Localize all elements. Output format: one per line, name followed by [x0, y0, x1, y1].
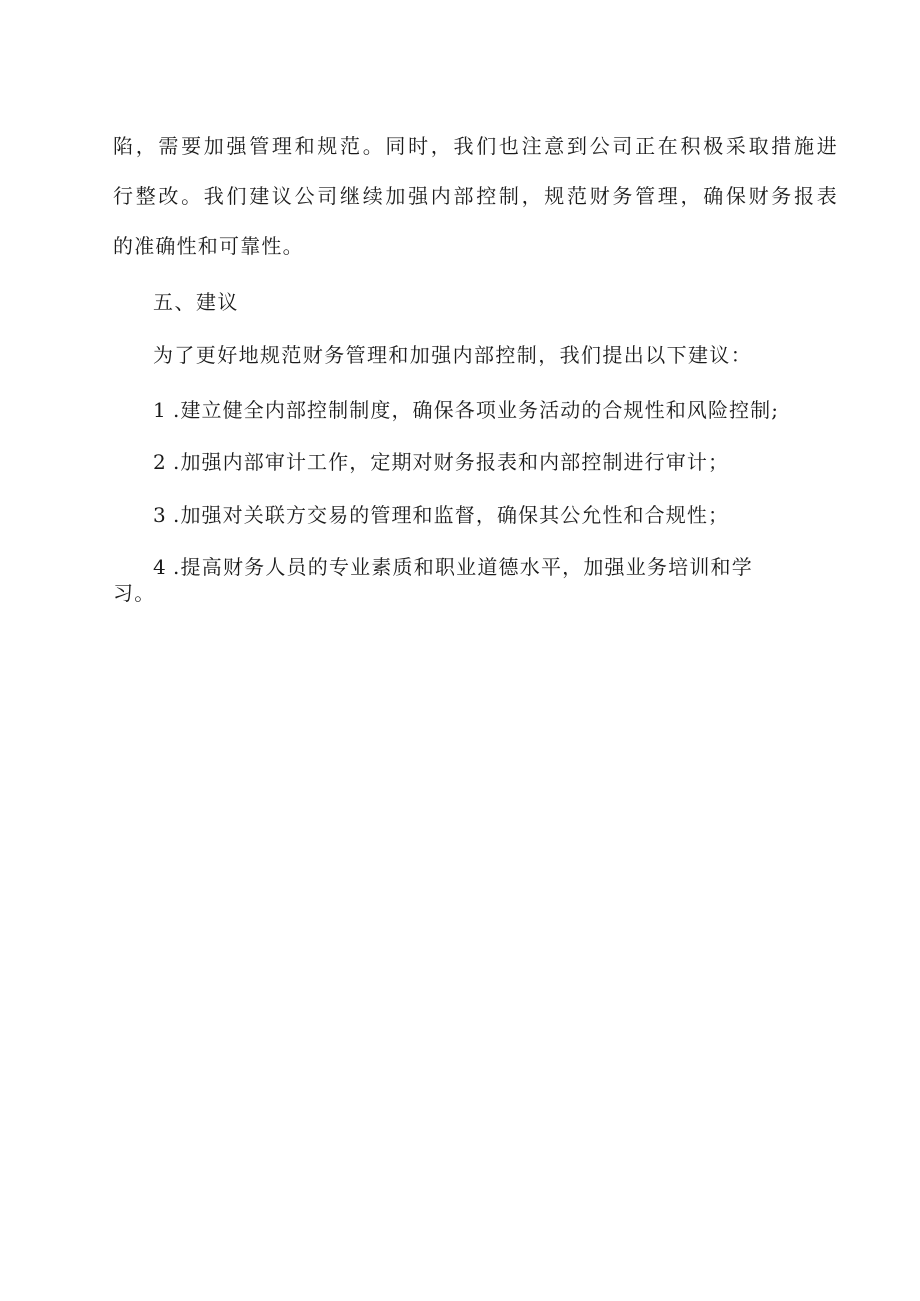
intro-paragraph: 为了更好地规范财务管理和加强内部控制，我们提出以下建议：	[153, 343, 753, 367]
list-item-text: .提高财务人员的专业素质和职业道德水平，加强业务培训和学	[173, 555, 753, 579]
list-item-number: 4	[153, 555, 167, 579]
list-item	[153, 398, 779, 422]
paragraph-line: 的准确性和可靠性。	[113, 234, 304, 258]
list-item-number: 3	[153, 503, 167, 527]
list-item-number: 1	[153, 398, 167, 422]
list-item-text: .加强对关联方交易的管理和监督，确保其公允性和合规性；	[173, 503, 730, 527]
section-heading: 五、建议	[153, 290, 239, 314]
paragraph-line: 行整改。我们建议公司继续加强内部控制，规范财务管理，确保财务报表	[113, 184, 840, 208]
list-item	[153, 555, 753, 579]
list-item-continuation: 习。	[113, 581, 156, 605]
list-item-text: .加强内部审计工作，定期对财务报表和内部控制进行审计；	[173, 450, 730, 474]
list-item	[153, 503, 729, 527]
list-item	[153, 450, 729, 474]
list-item-number: 2	[153, 450, 167, 474]
paragraph-line: 陷，需要加强管理和规范。同时，我们也注意到公司正在积极采取措施进	[113, 134, 840, 158]
list-item-text: .建立健全内部控制制度，确保各项业务活动的合规性和风险控制;	[173, 398, 780, 422]
